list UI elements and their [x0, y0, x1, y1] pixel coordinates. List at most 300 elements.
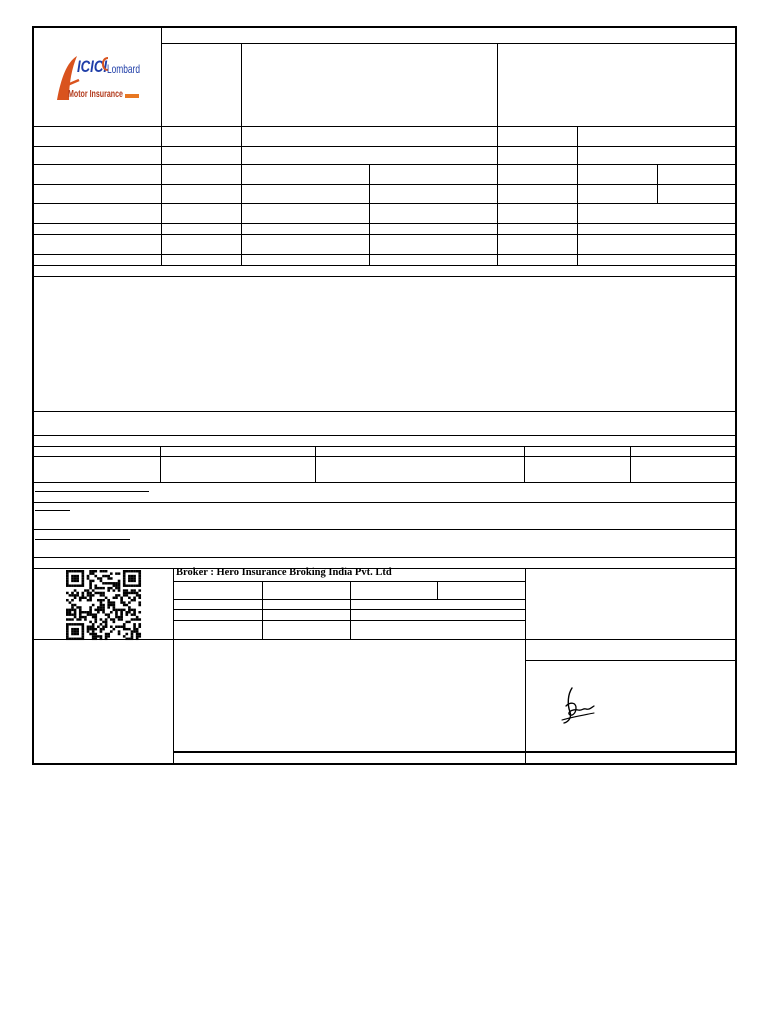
qr-module [125, 604, 128, 606]
qr-module [110, 577, 113, 579]
qr-module [76, 584, 79, 586]
qr-module [120, 626, 123, 628]
qr-module [128, 577, 131, 579]
qr-module [138, 589, 141, 591]
qr-module [71, 618, 74, 620]
qr-module [123, 592, 126, 594]
qr-module [100, 623, 103, 625]
qr-module [131, 633, 134, 635]
qr-module [82, 582, 85, 584]
qr-module [120, 601, 123, 603]
qr-module [71, 633, 74, 635]
qr-module [89, 570, 92, 572]
qr-module [82, 592, 85, 594]
qr-module [128, 584, 131, 586]
qr-module [133, 626, 136, 628]
qr-module [102, 575, 105, 577]
qr-module [71, 628, 74, 630]
qr-module [69, 613, 72, 615]
qr-module [102, 621, 105, 623]
qr-module [102, 604, 105, 606]
qr-module [123, 575, 126, 577]
qr-module [125, 584, 128, 586]
qr-module [74, 623, 77, 625]
qr-module [115, 616, 118, 618]
qr-module [102, 609, 105, 611]
qr-module [102, 587, 105, 589]
qr-module [123, 582, 126, 584]
qr-module [110, 587, 113, 589]
qr-module [66, 618, 69, 620]
qr-module [128, 628, 131, 630]
qr-module [79, 597, 82, 599]
qr-module [79, 613, 82, 615]
qr-module [87, 592, 90, 594]
qr-module [76, 628, 79, 630]
qr-module [105, 623, 108, 625]
logo-brand-lombard: Lombard [107, 62, 140, 76]
logo-accent-bar [125, 94, 139, 98]
qr-module [105, 621, 108, 623]
qr-module [82, 597, 85, 599]
qr-module [94, 592, 97, 594]
qr-module [107, 589, 110, 591]
qr-module [118, 609, 121, 611]
qr-module [118, 572, 121, 574]
qr-module [97, 606, 100, 608]
qr-module [89, 584, 92, 586]
qr-module [74, 570, 77, 572]
qr-module [82, 628, 85, 630]
qr-module [82, 570, 85, 572]
qr-module [100, 630, 103, 632]
qr-module [94, 613, 97, 615]
qr-module [89, 611, 92, 613]
qr-module [133, 611, 136, 613]
qr-module [123, 577, 126, 579]
qr-module [133, 589, 136, 591]
qr-module [136, 638, 139, 640]
qr-module [66, 611, 69, 613]
qr-module [82, 575, 85, 577]
qr-module [69, 570, 72, 572]
qr-module [115, 594, 118, 596]
qr-module [69, 611, 72, 613]
qr-module [94, 584, 97, 586]
qr-module [89, 633, 92, 635]
qr-module [128, 597, 131, 599]
qr-module [107, 577, 110, 579]
qr-module [74, 575, 77, 577]
qr-module [71, 584, 74, 586]
qr-module [69, 618, 72, 620]
qr-module [107, 613, 110, 615]
qr-module [82, 577, 85, 579]
qr-module [82, 611, 85, 613]
qr-module [76, 606, 79, 608]
qr-module [100, 592, 103, 594]
qr-module [79, 611, 82, 613]
qr-module [125, 613, 128, 615]
qr-module [118, 589, 121, 591]
qr-module [115, 587, 118, 589]
qr-module [66, 570, 69, 572]
qr-module [74, 589, 77, 591]
qr-module [102, 611, 105, 613]
qr-module [69, 638, 72, 640]
qr-module [97, 592, 100, 594]
qr-module [94, 575, 97, 577]
qr-module [107, 582, 110, 584]
qr-module [107, 599, 110, 601]
qr-module [100, 587, 103, 589]
qr-module [123, 601, 126, 603]
qr-module [76, 618, 79, 620]
qr-module [100, 638, 103, 640]
qr-module [131, 613, 134, 615]
qr-module [89, 626, 92, 628]
logo-brand-icici: ICICI [77, 57, 108, 76]
qr-module [133, 575, 136, 577]
qr-module [113, 584, 116, 586]
qr-module [89, 599, 92, 601]
qr-module [71, 592, 74, 594]
qr-module [84, 611, 87, 613]
qr-module [105, 633, 108, 635]
qr-module [100, 618, 103, 620]
qr-module [110, 618, 113, 620]
qr-module [105, 597, 108, 599]
qr-module [71, 623, 74, 625]
qr-module [138, 575, 141, 577]
qr-code-icon [66, 570, 141, 640]
qr-module [107, 604, 110, 606]
qr-module [128, 570, 131, 572]
qr-module [100, 580, 103, 582]
qr-module [94, 609, 97, 611]
qr-module [131, 618, 134, 620]
qr-module [113, 609, 116, 611]
qr-module [87, 628, 90, 630]
qr-module [138, 626, 141, 628]
qr-module [94, 587, 97, 589]
qr-module [113, 589, 116, 591]
qr-module [107, 606, 110, 608]
qr-module [138, 580, 141, 582]
qr-module [123, 572, 126, 574]
qr-module [136, 594, 139, 596]
qr-module [71, 575, 74, 577]
qr-module [107, 616, 110, 618]
qr-module [102, 570, 105, 572]
qr-module [69, 594, 72, 596]
qr-module [131, 592, 134, 594]
qr-module [123, 570, 126, 572]
qr-module [82, 633, 85, 635]
qr-module [110, 630, 113, 632]
qr-module [115, 597, 118, 599]
qr-module [105, 626, 108, 628]
qr-module [120, 609, 123, 611]
qr-module [128, 609, 131, 611]
qr-module [89, 621, 92, 623]
qr-module [74, 580, 77, 582]
signature-icon [558, 684, 598, 726]
qr-module [94, 638, 97, 640]
qr-module [115, 613, 118, 615]
qr-module [105, 582, 108, 584]
qr-module [66, 592, 69, 594]
qr-module [133, 613, 136, 615]
qr-module [138, 594, 141, 596]
qr-module [102, 626, 105, 628]
qr-module [138, 577, 141, 579]
qr-module [71, 580, 74, 582]
qr-module [102, 592, 105, 594]
qr-module [120, 618, 123, 620]
qr-module [74, 633, 77, 635]
qr-module [131, 570, 134, 572]
qr-module [133, 580, 136, 582]
qr-module [128, 638, 131, 640]
qr-module [66, 613, 69, 615]
qr-module [125, 592, 128, 594]
qr-module [69, 623, 72, 625]
qr-module [110, 582, 113, 584]
qr-module [131, 635, 134, 637]
qr-module [89, 594, 92, 596]
qr-module [136, 618, 139, 620]
qr-module [89, 580, 92, 582]
qr-module [69, 584, 72, 586]
qr-module [92, 633, 95, 635]
qr-module [82, 580, 85, 582]
qr-module [113, 582, 116, 584]
qr-module [76, 638, 79, 640]
logo-product-name: Motor Insurance [68, 88, 124, 100]
qr-module [76, 594, 79, 596]
qr-module [82, 572, 85, 574]
qr-module [97, 587, 100, 589]
qr-module [123, 628, 126, 630]
qr-module [136, 633, 139, 635]
qr-module [100, 628, 103, 630]
qr-module [138, 633, 141, 635]
qr-module [89, 582, 92, 584]
qr-module [120, 613, 123, 615]
qr-module [123, 635, 126, 637]
qr-module [97, 635, 100, 637]
qr-module [89, 606, 92, 608]
qr-module [92, 628, 95, 630]
qr-module [102, 606, 105, 608]
qr-module [131, 584, 134, 586]
qr-module [87, 613, 90, 615]
qr-module [76, 575, 79, 577]
qr-module [123, 604, 126, 606]
qr-module [138, 623, 141, 625]
qr-module [113, 597, 116, 599]
qr-module [82, 626, 85, 628]
qr-module [113, 628, 116, 630]
qr-module [118, 626, 121, 628]
qr-module [118, 594, 121, 596]
qr-module [82, 630, 85, 632]
qr-module [87, 611, 90, 613]
qr-module [118, 582, 121, 584]
qr-module [131, 638, 134, 640]
broker-name: Broker : Hero Insurance Broking India Pvt. Ltd [176, 567, 392, 578]
qr-module [71, 609, 74, 611]
qr-module [123, 580, 126, 582]
qr-module [87, 577, 90, 579]
qr-module [133, 577, 136, 579]
qr-module [71, 577, 74, 579]
qr-module [138, 601, 141, 603]
qr-module [133, 584, 136, 586]
qr-module [82, 584, 85, 586]
qr-module [74, 594, 77, 596]
logo-graphic [55, 50, 141, 106]
qr-module [138, 611, 141, 613]
qr-module [118, 584, 121, 586]
qr-module [128, 580, 131, 582]
qr-module [105, 635, 108, 637]
qr-module [131, 630, 134, 632]
qr-module [71, 630, 74, 632]
qr-module [94, 618, 97, 620]
qr-module [105, 570, 108, 572]
qr-module [118, 633, 121, 635]
qr-module [79, 609, 82, 611]
qr-module [74, 616, 77, 618]
qr-module [76, 577, 79, 579]
qr-module [136, 628, 139, 630]
qr-module [128, 611, 131, 613]
qr-module [66, 630, 69, 632]
qr-module [94, 570, 97, 572]
policy-form [32, 26, 737, 765]
qr-module [71, 599, 74, 601]
qr-module [66, 628, 69, 630]
qr-module [120, 611, 123, 613]
qr-module [89, 609, 92, 611]
qr-module [71, 604, 74, 606]
qr-module [136, 630, 139, 632]
qr-module [79, 570, 82, 572]
qr-module [92, 572, 95, 574]
qr-module [113, 621, 116, 623]
qr-module [89, 628, 92, 630]
qr-module [125, 570, 128, 572]
qr-module [138, 597, 141, 599]
qr-module [133, 630, 136, 632]
qr-module [113, 604, 116, 606]
qr-module [92, 630, 95, 632]
qr-module [71, 606, 74, 608]
qr-module [105, 575, 108, 577]
qr-module [100, 609, 103, 611]
qr-module [66, 623, 69, 625]
qr-module [87, 599, 90, 601]
qr-module [133, 592, 136, 594]
qr-module [79, 606, 82, 608]
qr-module [89, 597, 92, 599]
qr-module [92, 594, 95, 596]
qr-module [89, 592, 92, 594]
qr-module [115, 609, 118, 611]
qr-module [115, 582, 118, 584]
qr-module [74, 611, 77, 613]
qr-module [133, 609, 136, 611]
qr-module [131, 580, 134, 582]
qr-module [66, 635, 69, 637]
qr-module [105, 638, 108, 640]
qr-module [66, 572, 69, 574]
qr-module [125, 633, 128, 635]
qr-module [125, 611, 128, 613]
qr-module [66, 577, 69, 579]
qr-module [74, 628, 77, 630]
qr-module [84, 589, 87, 591]
qr-module [74, 604, 77, 606]
qr-module [92, 638, 95, 640]
qr-module [74, 597, 77, 599]
qr-module [69, 601, 72, 603]
qr-module [128, 592, 131, 594]
qr-module [120, 616, 123, 618]
qr-module [94, 635, 97, 637]
qr-module [92, 626, 95, 628]
qr-module [133, 628, 136, 630]
qr-module [74, 609, 77, 611]
qr-module [102, 628, 105, 630]
qr-module [128, 575, 131, 577]
qr-module [128, 606, 131, 608]
qr-module [92, 589, 95, 591]
qr-module [113, 601, 116, 603]
qr-module [136, 592, 139, 594]
qr-module [76, 623, 79, 625]
qr-module [71, 570, 74, 572]
qr-module [125, 594, 128, 596]
qr-module [113, 606, 116, 608]
qr-module [133, 618, 136, 620]
qr-module [92, 580, 95, 582]
qr-module [113, 618, 116, 620]
qr-module [138, 604, 141, 606]
qr-module [71, 638, 74, 640]
qr-module [115, 572, 118, 574]
qr-module [120, 597, 123, 599]
qr-module [74, 638, 77, 640]
qr-module [136, 584, 139, 586]
qr-module [110, 601, 113, 603]
qr-module [87, 630, 90, 632]
qr-module [97, 577, 100, 579]
qr-module [100, 606, 103, 608]
qr-module [66, 580, 69, 582]
qr-module [125, 638, 128, 640]
qr-code-graphic [66, 570, 141, 640]
qr-module [133, 599, 136, 601]
qr-module [82, 594, 85, 596]
qr-module [123, 584, 126, 586]
qr-module [79, 618, 82, 620]
qr-module [92, 570, 95, 572]
qr-module [69, 609, 72, 611]
qr-module [92, 635, 95, 637]
